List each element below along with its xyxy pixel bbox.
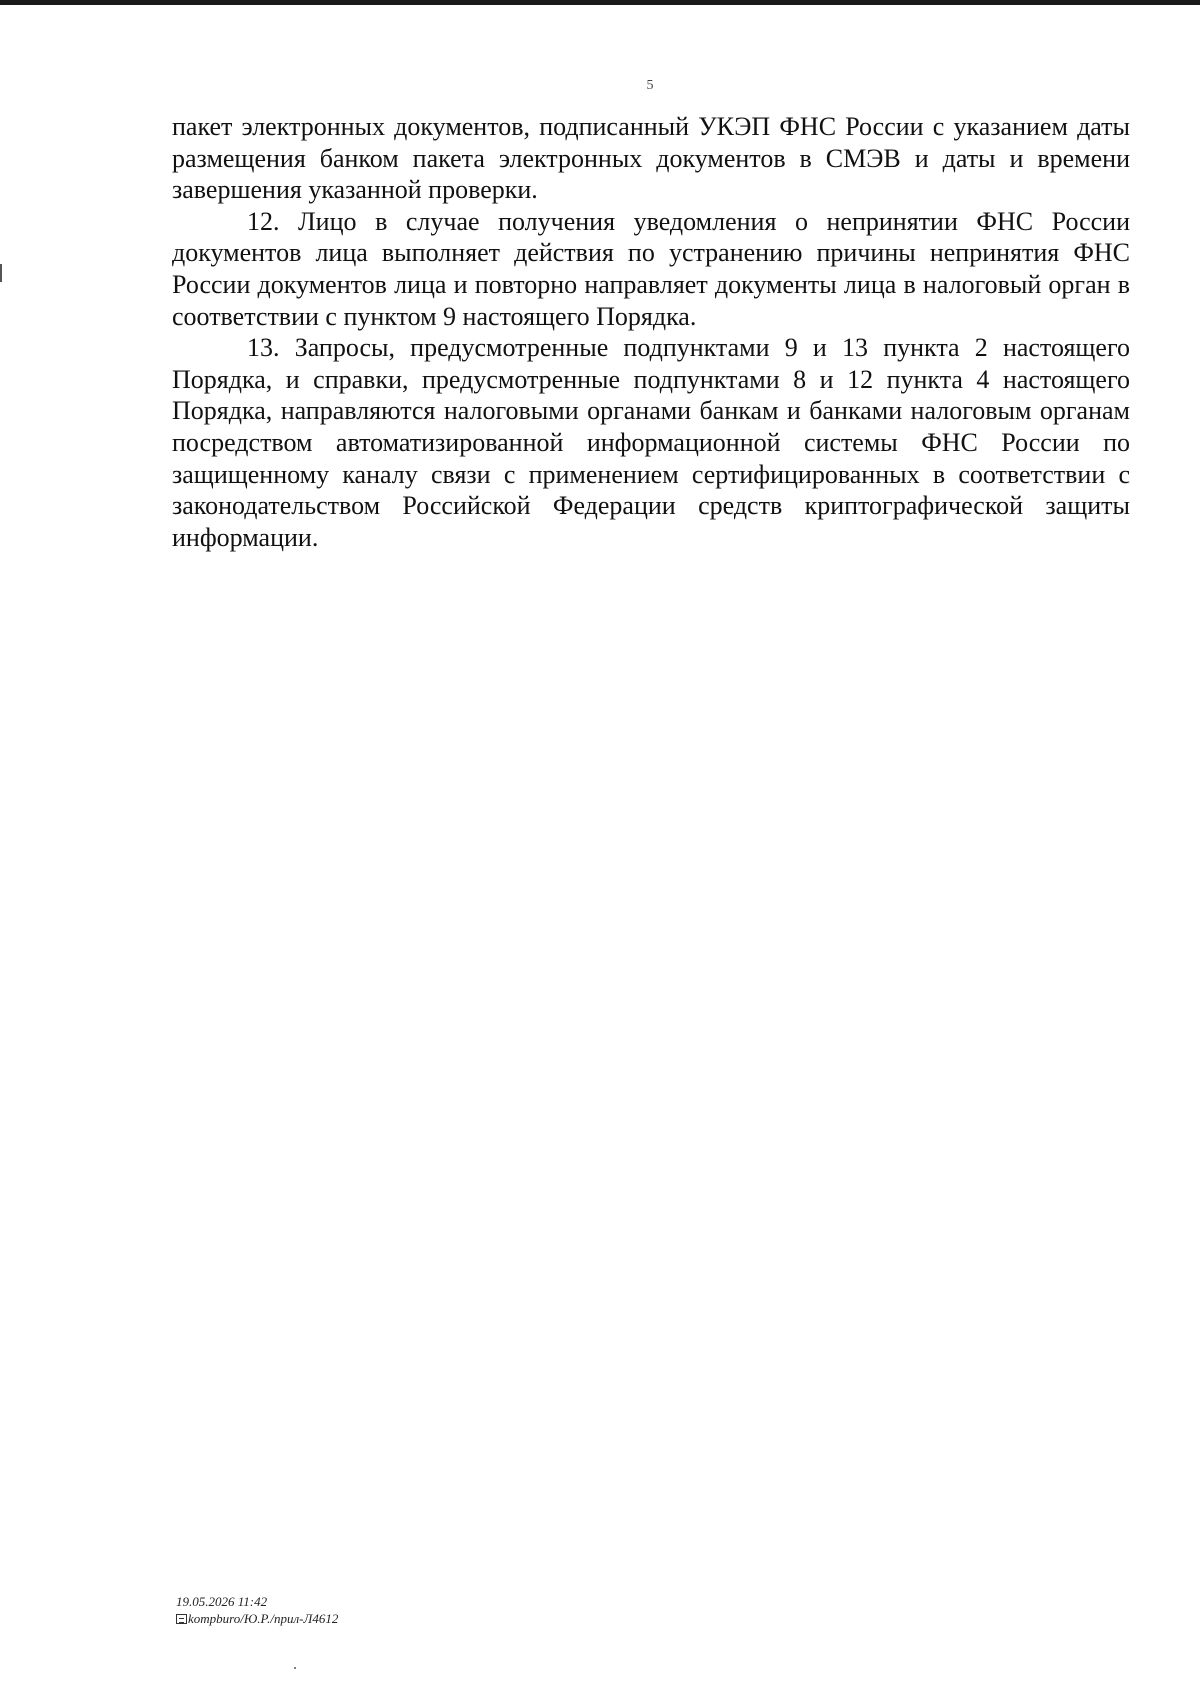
footer-timestamp: 19.05.2026 11:42: [176, 1594, 268, 1609]
footer-file-line: [176, 1610, 338, 1627]
footer-file-path: kompburo/Ю.Р./прил-Л4612: [188, 1611, 339, 1626]
paragraph-item-12: 12. Лицо в случае получения уведомления о непринятии ФНС России документов лица выполняет действия по устранению причины непринятия ФНС России документов лица и повторно направляет документы лица в налоговый орган в соответствии с пунктом 9 настоящего Порядка.: [172, 206, 1130, 331]
document-icon: [176, 1614, 187, 1624]
document-footer: [176, 1593, 338, 1627]
paragraph-item-13: 13. Запросы, предусмотренные подпунктами 9 и 13 пункта 2 настоящего Порядка, и справки, предусмотренные подпунктами 8 и 12 пункта 4 настоящего Порядка, направляются налоговыми органами банкам и банками налоговым органам посредством автоматизированной информационной системы ФНС России по защищенному каналу связи с применением сертифицированных в соответствии с законодательством Российской Федерации средств криптографической защиты информации.: [172, 333, 1130, 552]
scan-margin-mark: [0, 264, 2, 282]
page-number: 5: [646, 78, 654, 93]
document-body: [172, 111, 1130, 553]
scan-top-edge: [0, 0, 1200, 5]
paragraph-continuation: пакет электронных документов, подписанный УКЭП ФНС России с указанием даты размещения банком пакета электронных документов в СМЭВ и даты и времени завершения указанной проверки.: [172, 112, 1130, 205]
scan-speck: [294, 1667, 296, 1669]
